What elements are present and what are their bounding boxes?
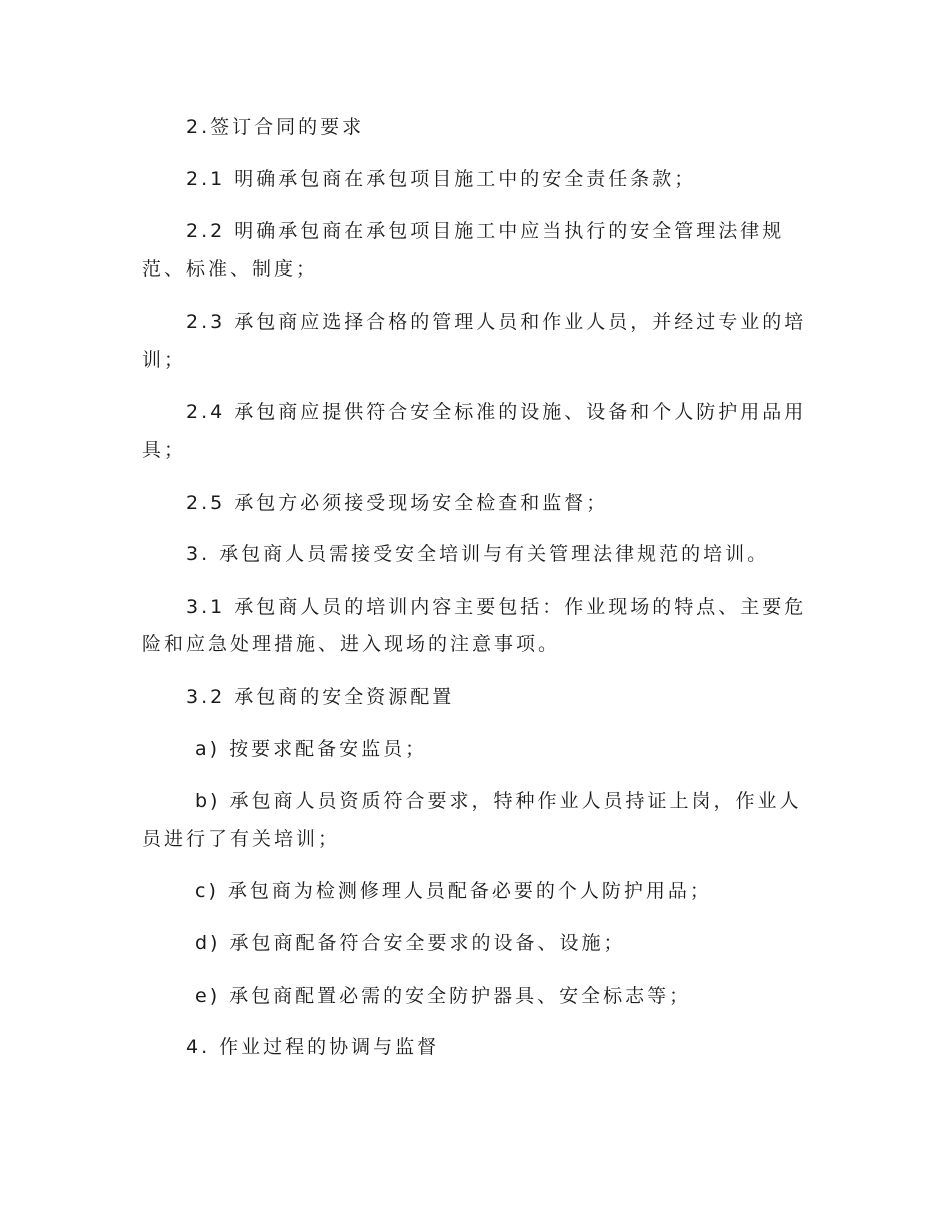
list-item-b-line2: 员进行了有关培训； <box>142 828 341 850</box>
item-2-3-line2: 训； <box>142 349 187 371</box>
list-item-c: c) 承包商为检测修理人员配备必要的个人防护用品； <box>195 880 712 902</box>
item-2-4-line1: 2.4 承包商应提供符合安全标准的设施、设备和个人防护用品用 <box>186 401 807 423</box>
item-3-1-line1: 3.1 承包商人员的培训内容主要包括：作业现场的特点、主要危 <box>186 596 807 618</box>
heading-2: 2.签订合同的要求 <box>186 116 365 138</box>
item-2-2-line2: 范、标准、制度； <box>142 258 319 280</box>
list-item-a: a) 按要求配备安监员； <box>195 738 428 760</box>
item-3-2: 3.2 承包商的安全资源配置 <box>186 686 455 708</box>
heading-3: 3. 承包商人员需接受安全培训与有关管理法律规范的培训。 <box>186 543 770 565</box>
list-item-d: d) 承包商配备符合安全要求的设备、设施； <box>195 932 626 954</box>
item-2-1: 2.1 明确承包商在承包项目施工中的安全责任条款； <box>186 168 697 190</box>
item-2-4-line2: 具； <box>142 439 187 461</box>
item-2-3-line1: 2.3 承包商应选择合格的管理人员和作业人员，并经过专业的培 <box>186 311 807 333</box>
item-3-1-line2: 险和应急处理措施、进入现场的注意事项。 <box>142 633 561 655</box>
heading-4: 4. 作业过程的协调与监督 <box>186 1036 440 1058</box>
list-item-e: e) 承包商配置必需的安全防护器具、安全标志等； <box>195 985 692 1007</box>
item-2-2-line1: 2.2 明确承包商在承包项目施工中应当执行的安全管理法律规 <box>186 220 785 242</box>
item-2-5: 2.5 承包方必须接受现场安全检查和监督； <box>186 492 609 514</box>
list-item-b-line1: b) 承包商人员资质符合要求，特种作业人员持证上岗，作业人 <box>195 790 802 812</box>
